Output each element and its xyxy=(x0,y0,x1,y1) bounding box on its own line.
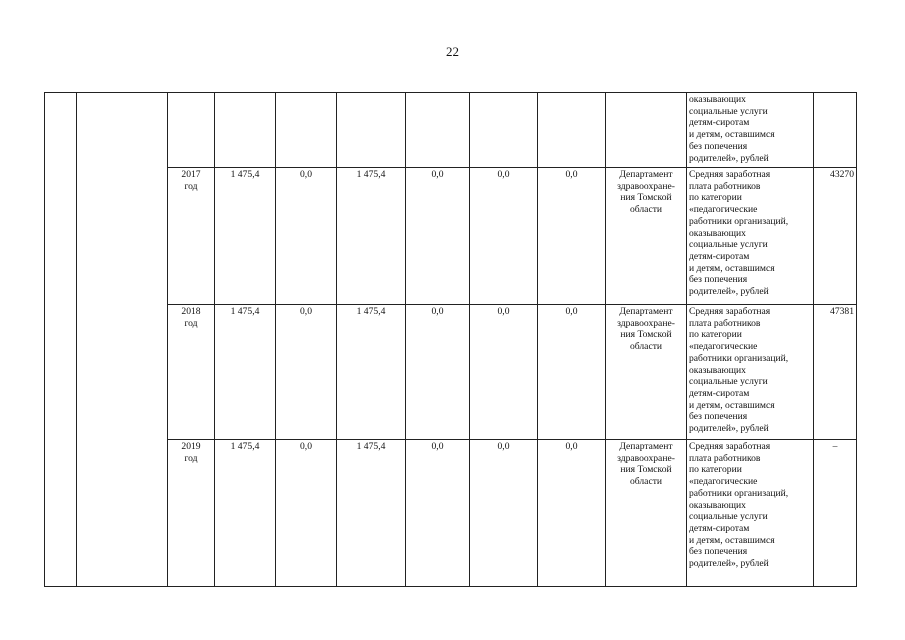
cell-reg: 1 475,4 xyxy=(337,305,406,440)
cell-other2 xyxy=(538,93,606,168)
cell-value: 43270 xyxy=(814,168,857,305)
cell-year: 2018 год xyxy=(168,305,215,440)
cell-measure-name xyxy=(77,93,168,587)
cell-other2: 0,0 xyxy=(538,440,606,587)
indicator-line: социальные услуги xyxy=(689,105,768,117)
cell-fed: 0,0 xyxy=(276,168,337,305)
cell-number xyxy=(45,93,77,587)
cell-executor: Департамент здравоохране- ния Томской области xyxy=(606,168,687,305)
cell-fed: 0,0 xyxy=(276,305,337,440)
cell-reg: 1 475,4 xyxy=(337,440,406,587)
cell-executor: Департамент здравоохране- ния Томской области xyxy=(606,440,687,587)
indicator-line: оказывающих xyxy=(689,94,746,105)
cell-loc: 0,0 xyxy=(406,305,470,440)
cell-total: 1 475,4 xyxy=(215,305,276,440)
cell-other1: 0,0 xyxy=(470,168,538,305)
cell-value xyxy=(814,93,857,168)
cell-loc xyxy=(406,93,470,168)
cell-value: 47381 xyxy=(814,305,857,440)
cell-fed xyxy=(276,93,337,168)
cell-reg xyxy=(337,93,406,168)
cell-value: – xyxy=(814,440,857,587)
cell-other2: 0,0 xyxy=(538,168,606,305)
cell-other1: 0,0 xyxy=(470,305,538,440)
indicator-line: родителей», рублей xyxy=(689,152,769,164)
cell-loc: 0,0 xyxy=(406,440,470,587)
cell-loc: 0,0 xyxy=(406,168,470,305)
program-table xyxy=(44,92,857,587)
cell-executor xyxy=(606,93,687,168)
cell-other1 xyxy=(470,93,538,168)
indicator-line: без попечения xyxy=(689,140,748,152)
cell-fed: 0,0 xyxy=(276,440,337,587)
page-number: 22 xyxy=(446,44,459,59)
cell-year xyxy=(168,93,215,168)
indicator-line: и детям, оставшимся xyxy=(689,129,775,141)
cell-year: 2019 год xyxy=(168,440,215,587)
cell-reg: 1 475,4 xyxy=(337,168,406,305)
cell-year: 2017 год xyxy=(168,168,215,305)
indicator-line: детям-сиротам xyxy=(689,117,750,129)
cell-indicator xyxy=(687,93,814,168)
table-row-continued xyxy=(45,93,857,168)
cell-indicator: Средняя заработная плата работников по категории «педагогические работники организаций, оказывающих социальные услуги детям-сиротам и детям, оставшимся без попечения родителей», рублей xyxy=(687,440,814,587)
cell-total xyxy=(215,93,276,168)
cell-total: 1 475,4 xyxy=(215,168,276,305)
cell-indicator: Средняя заработная плата работников по категории «педагогические работники организаций, оказывающих социальные услуги детям-сиротам и детям, оставшимся без попечения родителей», рублей xyxy=(687,168,814,305)
cell-indicator: Средняя заработная плата работников по категории «педагогические работники организаций, оказывающих социальные услуги детям-сиротам и детям, оставшимся без попечения родителей», рублей xyxy=(687,305,814,440)
cell-executor: Департамент здравоохране- ния Томской области xyxy=(606,305,687,440)
cell-other1: 0,0 xyxy=(470,440,538,587)
cell-total: 1 475,4 xyxy=(215,440,276,587)
cell-other2: 0,0 xyxy=(538,305,606,440)
